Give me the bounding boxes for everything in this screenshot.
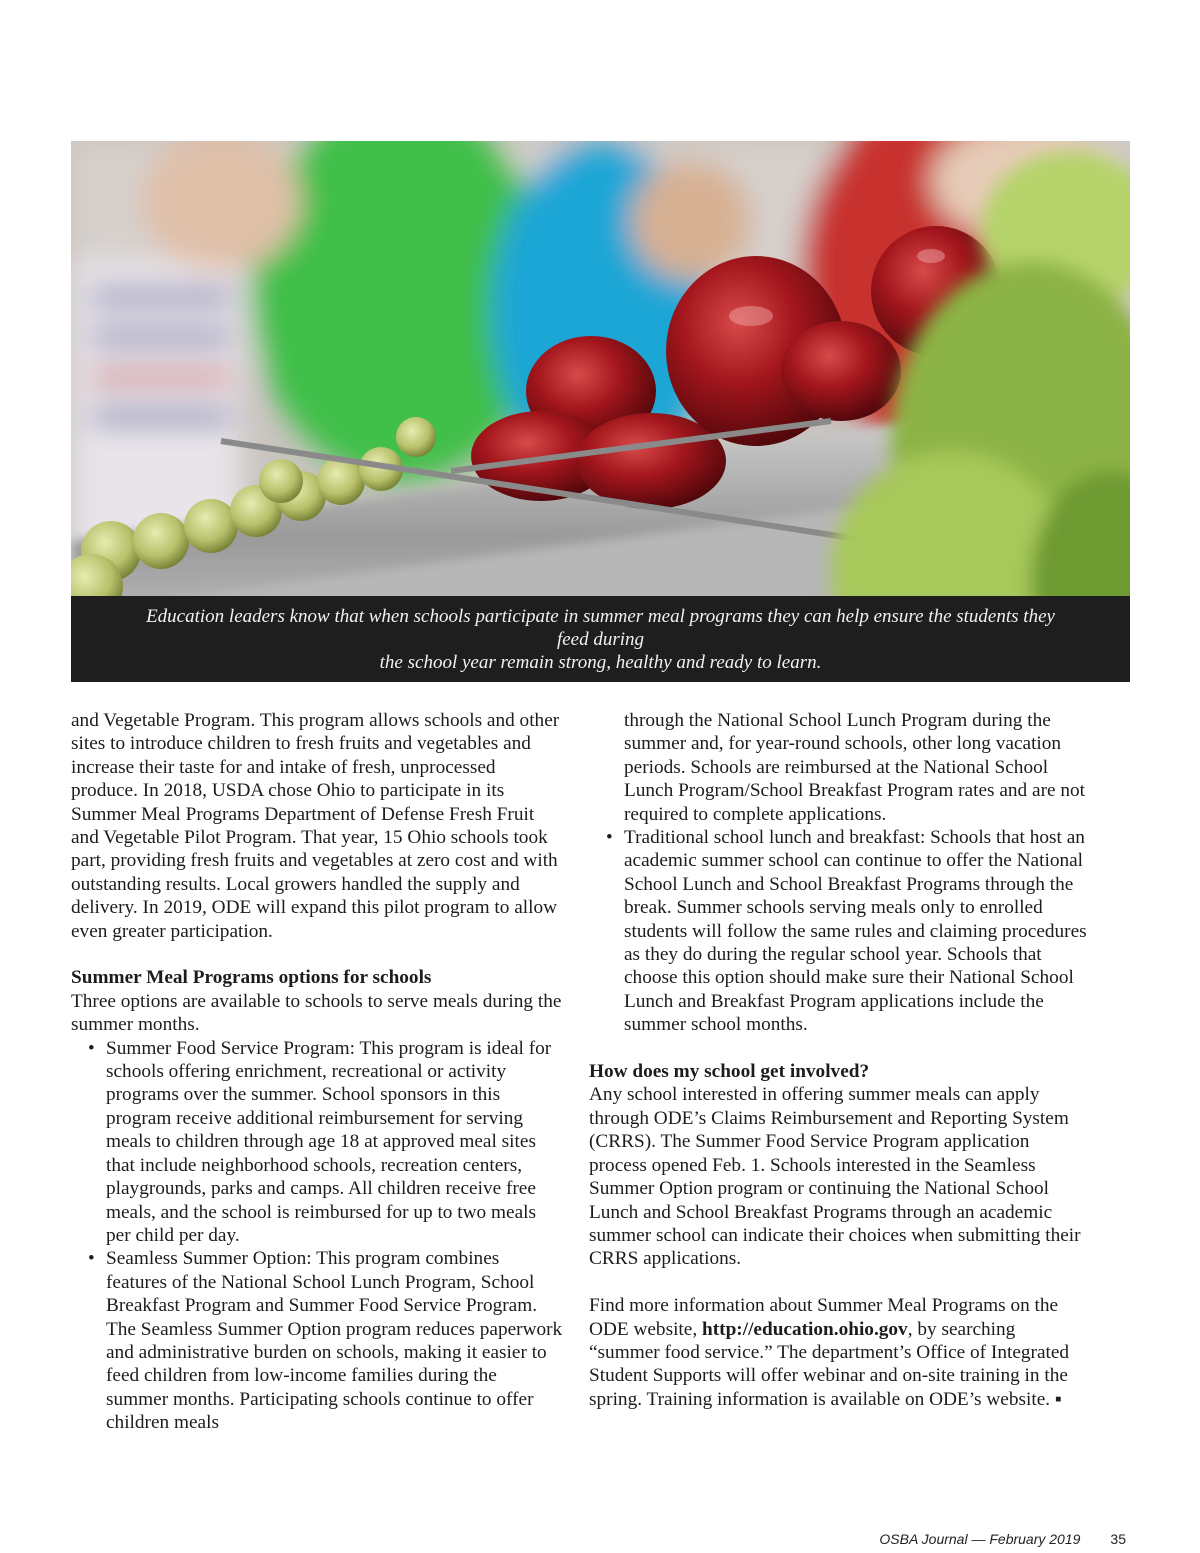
photo-caption [71,596,1130,682]
bullet-icon: • [606,827,613,849]
journal-title: OSBA Journal — February 2019 [879,1531,1081,1547]
caption-line-2: the school year remain strong, healthy and ready to learn. [379,651,822,673]
right-column [589,709,1089,1411]
list-item-text: through the National School Lunch Program during the summer and, for year-round schools, other long vacation periods. Schools are reimbursed at the National School Lunch Program/School Breakfast Program rates and are not required to complete applications. [624,710,1086,825]
options-list [71,1037,563,1435]
list-item [589,709,1089,826]
caption-line-1: Education leaders know that when schools participate in summer meal programs they can help ensure the students they feed during [146,605,1055,650]
list-item-text: Traditional school lunch and breakfast: Schools that host an academic summer school can continue to offer the National School Lunch and School Breakfast Programs through the break. Summer schools serving meals only to enrolled students will follow the same rules and claiming procedures as they do during the regular school year. Schools that choose this option should make sure their National School Lunch and Breakfast Program applications include the summer school months. [624,827,1087,1036]
page-number: 35 [1110,1531,1126,1547]
more-info-text: Find more information about Summer Meal Programs on the ODE website, [589,1295,1059,1340]
list-item [71,1247,563,1434]
more-info-paragraph [589,1294,1089,1411]
involved-paragraph: Any school interested in offering summer meals can apply through ODE’s Claims Reimbursement and Reporting System (CRRS). The Summer Food Service Program application process opened Feb. 1. Schools interested in the Seamless Summer Option program or continuing the National School Lunch and School Breakfast Programs through an academic summer school can indicate their choices when submitting their CRRS applications. [589,1084,1081,1270]
bullet-icon: • [88,1248,95,1270]
involved-heading: How does my school get involved? [589,1061,870,1083]
options-list-continued [589,709,1089,1037]
options-heading: Summer Meal Programs options for schools [71,967,432,989]
left-column [71,709,563,1435]
more-info-text-end: , by searching “summer food service.” The department’s Office of Integrated Student Supports will offer webinar and on-site training in the spring. Training information is available on ODE’s website. ▪ [589,1318,1070,1410]
list-item-text: Seamless Summer Option: This program combines features of the National School Lunch Program, School Breakfast Program and Summer Food Service Program. The Seamless Summer Option program reduces paperwork and administrative burden on schools, making it easier to feed children from low-income families during the summer months. Participating schools continue to offer children meals [106,1248,563,1434]
page-footer [0,1531,1126,1547]
list-item [589,826,1089,1037]
bullet-icon: • [88,1037,95,1059]
list-item-text: Summer Food Service Program: This program is ideal for schools offering enrichment, recreational or activity programs over the summer. School sponsors in this program receive additional reimbursement for serving meals to children through age 18 at approved meal sites that include neighborhood schools, recreation centers, playgrounds, parks and camps. All children receive free meals, and the school is reimbursed for up to two meals per child per day. [106,1037,552,1246]
intro-paragraph: and Vegetable Program. This program allows schools and other sites to introduce children to fresh fruits and vegetables and increase their taste for and intake of fresh, unprocessed produce. In 2018, USDA chose Ohio to participate in its Summer Meal Programs Department of Defense Fresh Fruit and Vegetable Pilot Program. That year, 15 Ohio schools took part, providing fresh fruits and vegetables at zero cost and with outstanding results. Local growers handled the supply and delivery. In 2019, ODE will expand this pilot program to allow even greater participation. [71,710,560,942]
list-item [71,1037,563,1248]
options-intro: Three options are available to schools to serve meals during the summer months. [71,990,562,1036]
ode-website-link[interactable]: http://education.ohio.gov [702,1318,908,1340]
